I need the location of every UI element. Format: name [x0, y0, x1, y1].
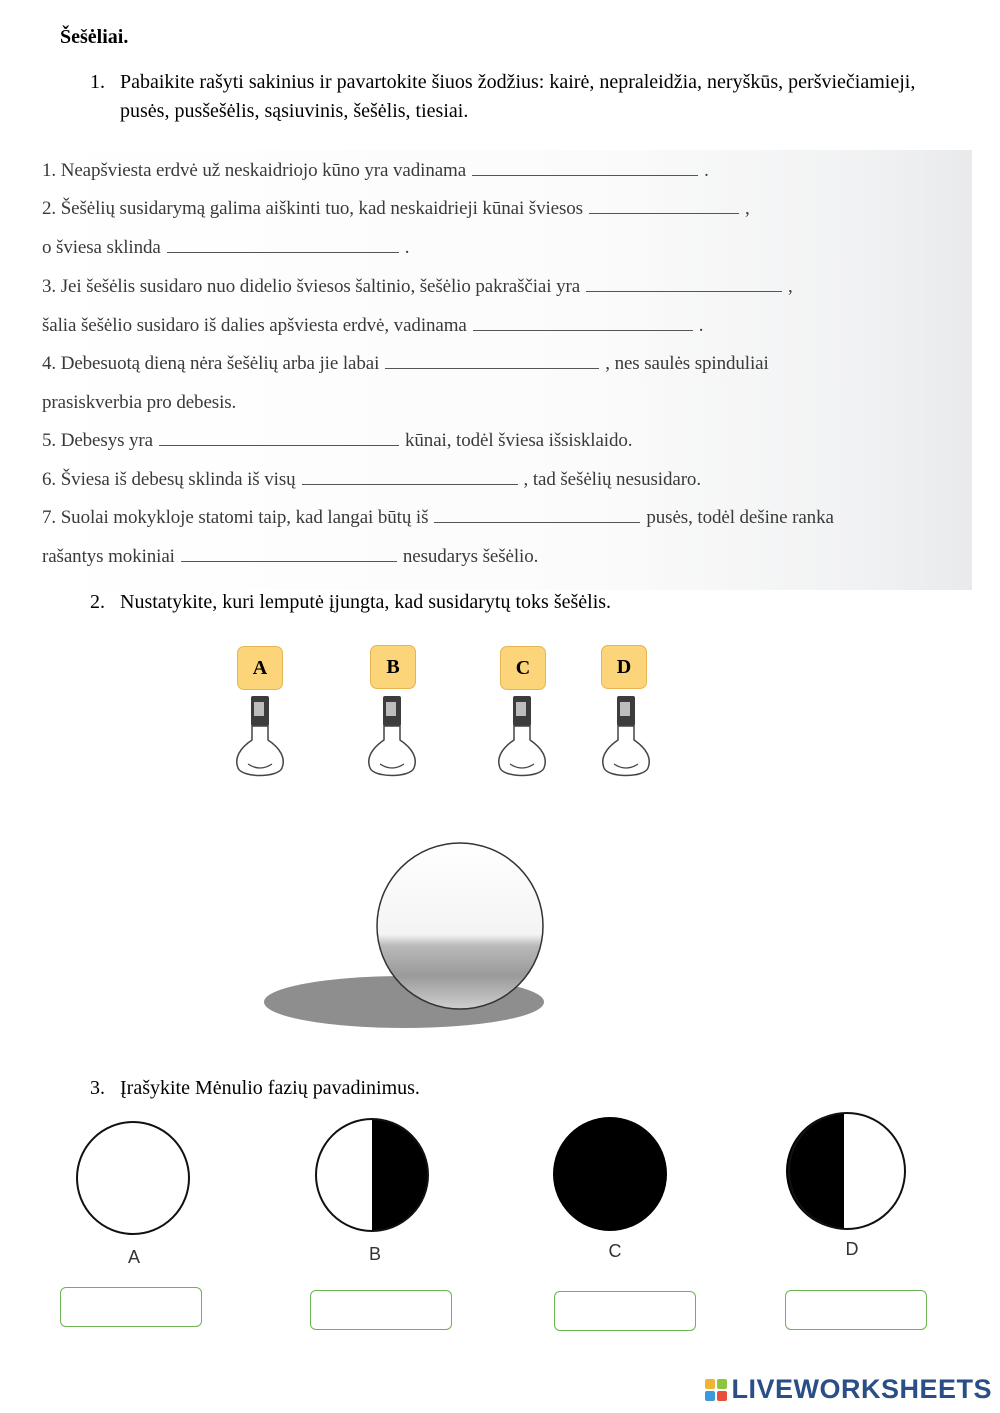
task-number: 1.: [90, 71, 105, 93]
exercise-text: 7. Suolai mokykloje statomi taip, kad langai būtų iš: [42, 507, 429, 528]
exercise-text: šalia šešėlio susidaro iš dalies apšviesta erdvė, vadinama: [42, 315, 467, 336]
exercise-line-8: [42, 430, 632, 452]
exercise-text: .: [698, 315, 704, 336]
exercise-text: ,: [788, 276, 793, 297]
lamp-a-button[interactable]: A: [237, 646, 283, 690]
ball-shadow-illustration: [260, 836, 550, 1032]
exercise-line-5: [42, 315, 703, 337]
task-1: [90, 68, 950, 126]
blank-line: [302, 483, 518, 485]
exercise-line-10: [42, 507, 834, 529]
brand-logo: [705, 1374, 992, 1405]
exercise-text: prasiskverbia pro debesis.: [42, 392, 237, 413]
exercise-text: 6. Šviesa iš debesų sklinda iš visų: [42, 469, 296, 490]
light-bulb-icon: [494, 692, 550, 784]
blank-line: [473, 329, 693, 331]
exercise-text: .: [704, 160, 709, 181]
new-moon-icon: [550, 1114, 670, 1234]
moon-label-b: B: [368, 1244, 381, 1264]
exercise-text: 4. Debesuotą dieną nėra šešėlių arba jie labai: [42, 353, 380, 374]
blank-line: [434, 521, 640, 523]
exercise-line-1: [42, 160, 709, 182]
task-3: [90, 1074, 950, 1103]
lamp-c-button[interactable]: C: [500, 646, 546, 690]
blank-line: [167, 251, 399, 253]
exercise-line-11: [42, 546, 538, 568]
exercise-text: ,: [744, 198, 750, 219]
task-instruction: Pabaikite rašyti sakinius ir pavartokite šiuos žodžius: kairė, nepraleidžia, neryškūs, peršviečiamieji, pusės, pusšešėlis, sąsiuvinis, šešėlis, tiesiai.: [120, 71, 916, 122]
task-2: [90, 588, 950, 617]
exercise-text: 3. Jei šešėlis susidaro nuo didelio šviesos šaltinio, šešėlio pakraščiai yra: [42, 276, 581, 297]
answer-input-b[interactable]: [310, 1290, 452, 1330]
full-moon-icon: [74, 1120, 194, 1240]
exercise-line-2: [42, 198, 750, 220]
exercise-text: , nes saulės spinduliai: [605, 353, 769, 374]
moon-label-d: D: [845, 1239, 859, 1259]
exercise-text: 5. Debesys yra: [42, 430, 153, 451]
blank-line: [159, 444, 399, 446]
moon-label-a: A: [127, 1247, 140, 1267]
exercise-text: , tad šešėlių nesusidaro.: [523, 469, 701, 490]
exercise-text: .: [404, 237, 410, 258]
blank-line: [586, 290, 782, 292]
task-instruction: Nustatykite, kuri lemputė įjungta, kad susidarytų toks šešėlis.: [120, 591, 612, 613]
moon-label-c: C: [608, 1241, 622, 1261]
exercise-text: 2. Šešėlių susidarymą galima aiškinti tuo, kad neskaidrieji kūnai šviesos: [42, 198, 583, 219]
exercise-line-9: [42, 469, 701, 491]
half-moon-left-dark-icon: [786, 1110, 910, 1234]
task-number: 2.: [90, 591, 105, 613]
brand-text: LIVEWORKSHEETS: [731, 1374, 992, 1404]
blank-line: [589, 212, 739, 214]
exercise-line-3: [42, 237, 409, 259]
exercise-text: pusės, todėl dešine ranka: [646, 507, 834, 528]
blank-line: [385, 367, 599, 369]
half-moon-right-dark-icon: [312, 1117, 432, 1237]
answer-input-a[interactable]: [60, 1287, 202, 1327]
answer-input-d[interactable]: [785, 1290, 927, 1330]
light-bulb-icon: [598, 692, 654, 784]
blank-line: [472, 174, 698, 176]
exercise-line-4: [42, 276, 793, 298]
light-bulb-icon: [232, 692, 288, 784]
task-instruction: Įrašykite Mėnulio fazių pavadinimus.: [120, 1077, 420, 1099]
exercise-text: rašantys mokiniai: [42, 546, 175, 567]
exercise-text: nesudarys šešėlio.: [402, 546, 539, 567]
exercise-line-7: [42, 392, 236, 414]
exercise-text: kūnai, todėl šviesa išsisklaido.: [405, 430, 633, 451]
task-number: 3.: [90, 1077, 105, 1099]
exercise-text: 1. Neapšviesta erdvė už neskaidriojo kūno yra vadinama: [42, 160, 467, 181]
light-bulb-icon: [364, 692, 420, 784]
lamp-d-button[interactable]: D: [601, 645, 647, 689]
brand-logo-icon: [705, 1379, 727, 1401]
exercise-scan: [32, 150, 972, 590]
exercise-text: o šviesa sklinda: [42, 237, 161, 258]
exercise-line-6: [42, 353, 769, 375]
lamp-b-button[interactable]: B: [370, 645, 416, 689]
answer-input-c[interactable]: [554, 1291, 696, 1331]
page-title: Šešėliai.: [60, 26, 129, 48]
blank-line: [181, 560, 397, 562]
